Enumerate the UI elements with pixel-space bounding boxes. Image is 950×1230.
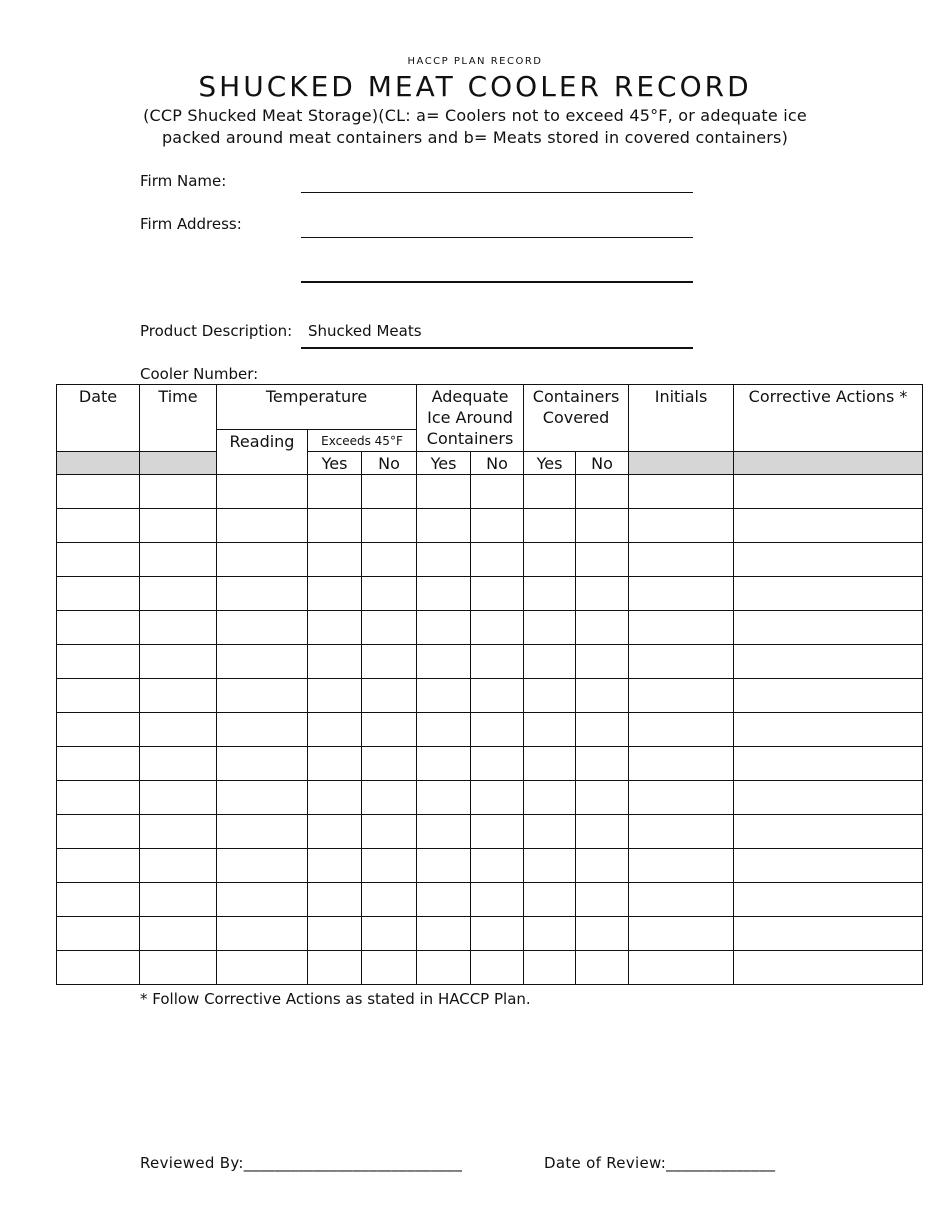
initials-cell[interactable] (629, 509, 734, 543)
corrective-actions-cell[interactable] (734, 475, 923, 509)
initials-cell[interactable] (629, 849, 734, 883)
ice-no-header: No (471, 452, 524, 475)
ice-yes-cell[interactable] (417, 815, 471, 849)
exceeds-no-cell[interactable] (362, 781, 417, 815)
temperature-header: Temperature (217, 385, 417, 430)
corrective-actions-header: Corrective Actions * (734, 385, 923, 452)
form-subtitle-line1: (CCP Shucked Meat Storage)(CL: a= Coolers not to exceed 45°F, or adequate ice (143, 106, 807, 125)
covered-yes-cell[interactable] (524, 781, 576, 815)
initials-cell[interactable] (629, 781, 734, 815)
date-cell[interactable] (57, 849, 140, 883)
covered-no-cell[interactable] (576, 747, 629, 781)
corrective-actions-cell[interactable] (734, 951, 923, 985)
covered-no-cell[interactable] (576, 849, 629, 883)
exceeds-no-cell[interactable] (362, 577, 417, 611)
ice-no-cell[interactable] (471, 611, 524, 645)
adequate-ice-header-line1: Adequate (431, 387, 509, 406)
ice-no-cell[interactable] (471, 645, 524, 679)
corrective-actions-cell[interactable] (734, 815, 923, 849)
initials-cell[interactable] (629, 883, 734, 917)
ice-yes-cell[interactable] (417, 645, 471, 679)
adequate-ice-header-line2: Ice Around (427, 408, 513, 427)
date-cell[interactable] (57, 475, 140, 509)
ice-no-cell[interactable] (471, 917, 524, 951)
table-row (57, 611, 923, 645)
reading-header: Reading (217, 430, 308, 475)
exceeds-no-cell[interactable] (362, 951, 417, 985)
time-cell[interactable] (140, 917, 217, 951)
initials-cell[interactable] (629, 917, 734, 951)
time-cell[interactable] (140, 747, 217, 781)
containers-covered-header-line1: Containers (532, 387, 620, 406)
ice-no-cell[interactable] (471, 781, 524, 815)
corrective-actions-cell[interactable] (734, 849, 923, 883)
form-subtitle-line2: packed around meat containers and b= Meats stored in covered containers) (161, 128, 789, 147)
covered-no-cell[interactable] (576, 577, 629, 611)
initials-cell[interactable] (629, 713, 734, 747)
exceeds-yes-cell[interactable] (308, 645, 362, 679)
covered-no-cell[interactable] (576, 611, 629, 645)
temperature-reading-cell[interactable] (217, 645, 308, 679)
table-row (57, 849, 923, 883)
date-cell[interactable] (57, 679, 140, 713)
corrective-actions-cell[interactable] (734, 781, 923, 815)
temperature-reading-cell[interactable] (217, 611, 308, 645)
temperature-reading-cell[interactable] (217, 747, 308, 781)
time-cell[interactable] (140, 475, 217, 509)
corrective-actions-cell[interactable] (734, 577, 923, 611)
adequate-ice-header-line3: Containers (426, 429, 514, 448)
firm-address-field-line2[interactable] (301, 281, 693, 283)
corrective-actions-cell[interactable] (734, 713, 923, 747)
exceeds-no-cell[interactable] (362, 543, 417, 577)
corrective-actions-cell[interactable] (734, 543, 923, 577)
time-cell[interactable] (140, 577, 217, 611)
table-row (57, 577, 923, 611)
ice-no-cell[interactable] (471, 509, 524, 543)
covered-no-cell[interactable] (576, 475, 629, 509)
exceeds-no-cell[interactable] (362, 713, 417, 747)
table-row (57, 747, 923, 781)
covered-yes-cell[interactable] (524, 815, 576, 849)
firm-address-label: Firm Address: (140, 215, 242, 233)
covered-yes-cell[interactable] (524, 917, 576, 951)
table-row (57, 509, 923, 543)
ice-yes-cell[interactable] (417, 577, 471, 611)
time-cell[interactable] (140, 679, 217, 713)
date-cell[interactable] (57, 917, 140, 951)
exceeds-yes-cell[interactable] (308, 679, 362, 713)
table-row (57, 543, 923, 577)
initials-cell[interactable] (629, 815, 734, 849)
covered-no-cell[interactable] (576, 679, 629, 713)
time-cell[interactable] (140, 815, 217, 849)
exceeds-no-cell[interactable] (362, 747, 417, 781)
ice-yes-header: Yes (417, 452, 471, 475)
date-cell[interactable] (57, 543, 140, 577)
time-cell[interactable] (140, 645, 217, 679)
ice-yes-cell[interactable] (417, 475, 471, 509)
firm-name-field[interactable] (301, 192, 693, 193)
exceeds-no-cell[interactable] (362, 679, 417, 713)
adequate-ice-header (417, 385, 524, 452)
time-shade-cell (140, 452, 217, 475)
exceeds-45f-header: Exceeds 45°F (308, 430, 417, 452)
time-cell[interactable] (140, 883, 217, 917)
ice-yes-cell[interactable] (417, 951, 471, 985)
covered-yes-cell[interactable] (524, 849, 576, 883)
ice-no-cell[interactable] (471, 475, 524, 509)
exceeds-no-cell[interactable] (362, 475, 417, 509)
time-cell[interactable] (140, 611, 217, 645)
table-row (57, 781, 923, 815)
covered-no-cell[interactable] (576, 781, 629, 815)
ice-yes-cell[interactable] (417, 917, 471, 951)
time-cell[interactable] (140, 509, 217, 543)
exceeds-no-cell[interactable] (362, 815, 417, 849)
table-row (57, 713, 923, 747)
covered-yes-cell[interactable] (524, 713, 576, 747)
ice-yes-cell[interactable] (417, 747, 471, 781)
temperature-reading-cell[interactable] (217, 781, 308, 815)
time-cell[interactable] (140, 543, 217, 577)
ice-yes-cell[interactable] (417, 543, 471, 577)
temperature-reading-cell[interactable] (217, 917, 308, 951)
date-cell[interactable] (57, 577, 140, 611)
exceeds-yes-cell[interactable] (308, 509, 362, 543)
ice-yes-cell[interactable] (417, 509, 471, 543)
temperature-reading-cell[interactable] (217, 679, 308, 713)
temperature-reading-cell[interactable] (217, 509, 308, 543)
exceeds-yes-cell[interactable] (308, 747, 362, 781)
exceeds-yes-header: Yes (308, 452, 362, 475)
firm-address-field-line1[interactable] (301, 237, 693, 238)
containers-covered-header-line2: Covered (542, 408, 610, 427)
table-row (57, 883, 923, 917)
ice-yes-cell[interactable] (417, 883, 471, 917)
corrective-actions-cell[interactable] (734, 679, 923, 713)
ice-no-cell[interactable] (471, 713, 524, 747)
corrective-actions-cell[interactable] (734, 747, 923, 781)
temperature-reading-cell[interactable] (217, 883, 308, 917)
initials-cell[interactable] (629, 747, 734, 781)
ice-yes-cell[interactable] (417, 781, 471, 815)
temperature-reading-cell[interactable] (217, 543, 308, 577)
covered-no-header: No (576, 452, 629, 475)
product-description-label: Product Description: (140, 322, 293, 340)
firm-name-label: Firm Name: (140, 172, 227, 190)
footnote: * Follow Corrective Actions as stated in HACCP Plan. (140, 990, 531, 1008)
ice-yes-cell[interactable] (417, 679, 471, 713)
time-cell[interactable] (140, 951, 217, 985)
initials-cell[interactable] (629, 543, 734, 577)
table-row (57, 679, 923, 713)
covered-yes-cell[interactable] (524, 645, 576, 679)
corrective-actions-cell[interactable] (734, 611, 923, 645)
initials-cell[interactable] (629, 611, 734, 645)
exceeds-yes-cell[interactable] (308, 713, 362, 747)
exceeds-yes-cell[interactable] (308, 883, 362, 917)
ice-no-cell[interactable] (471, 815, 524, 849)
corrective-actions-cell[interactable] (734, 917, 923, 951)
exceeds-yes-cell[interactable] (308, 611, 362, 645)
exceeds-yes-cell[interactable] (308, 475, 362, 509)
covered-no-cell[interactable] (576, 883, 629, 917)
ice-no-cell[interactable] (471, 951, 524, 985)
time-cell[interactable] (140, 713, 217, 747)
covered-yes-cell[interactable] (524, 679, 576, 713)
containers-covered-header (524, 385, 629, 452)
temperature-reading-cell[interactable] (217, 475, 308, 509)
product-description-value: Shucked Meats (308, 322, 422, 340)
initials-shade-cell (629, 452, 734, 475)
form-kicker: HACCP PLAN RECORD (407, 56, 543, 67)
temperature-reading-cell[interactable] (217, 713, 308, 747)
time-cell[interactable] (140, 781, 217, 815)
exceeds-no-cell[interactable] (362, 883, 417, 917)
date-shade-cell (57, 452, 140, 475)
ice-no-cell[interactable] (471, 849, 524, 883)
date-cell[interactable] (57, 815, 140, 849)
date-cell[interactable] (57, 713, 140, 747)
covered-no-cell[interactable] (576, 951, 629, 985)
covered-yes-cell[interactable] (524, 611, 576, 645)
exceeds-yes-cell[interactable] (308, 849, 362, 883)
exceeds-no-cell[interactable] (362, 917, 417, 951)
covered-yes-cell[interactable] (524, 509, 576, 543)
temperature-reading-cell[interactable] (217, 951, 308, 985)
covered-no-cell[interactable] (576, 917, 629, 951)
initials-cell[interactable] (629, 475, 734, 509)
exceeds-yes-cell[interactable] (308, 781, 362, 815)
ice-no-cell[interactable] (471, 679, 524, 713)
exceeds-no-cell[interactable] (362, 645, 417, 679)
covered-no-cell[interactable] (576, 815, 629, 849)
ice-yes-cell[interactable] (417, 713, 471, 747)
initials-header: Initials (629, 385, 734, 452)
covered-yes-cell[interactable] (524, 543, 576, 577)
ice-yes-cell[interactable] (417, 611, 471, 645)
date-cell[interactable] (57, 781, 140, 815)
covered-no-cell[interactable] (576, 543, 629, 577)
exceeds-yes-cell[interactable] (308, 577, 362, 611)
covered-no-cell[interactable] (576, 509, 629, 543)
table-row (57, 951, 923, 985)
covered-yes-cell[interactable] (524, 475, 576, 509)
time-cell[interactable] (140, 849, 217, 883)
table-row (57, 917, 923, 951)
covered-yes-cell[interactable] (524, 883, 576, 917)
ice-no-cell[interactable] (471, 747, 524, 781)
table-row (57, 815, 923, 849)
form-title: SHUCKED MEAT COOLER RECORD (198, 70, 752, 103)
cooler-record-table (56, 384, 923, 985)
cooler-number-label: Cooler Number: (140, 365, 259, 383)
corrective-shade-cell (734, 452, 923, 475)
exceeds-no-cell[interactable] (362, 849, 417, 883)
corrective-actions-cell[interactable] (734, 509, 923, 543)
corrective-actions-cell[interactable] (734, 883, 923, 917)
exceeds-yes-cell[interactable] (308, 543, 362, 577)
date-cell[interactable] (57, 509, 140, 543)
initials-cell[interactable] (629, 577, 734, 611)
date-of-review-field[interactable]: Date of Review:______________ (544, 1154, 776, 1172)
ice-no-cell[interactable] (471, 883, 524, 917)
ice-yes-cell[interactable] (417, 849, 471, 883)
initials-cell[interactable] (629, 645, 734, 679)
exceeds-yes-cell[interactable] (308, 917, 362, 951)
corrective-actions-cell[interactable] (734, 645, 923, 679)
covered-no-cell[interactable] (576, 645, 629, 679)
temperature-reading-cell[interactable] (217, 577, 308, 611)
date-header: Date (57, 385, 140, 452)
date-cell[interactable] (57, 645, 140, 679)
time-header: Time (140, 385, 217, 452)
covered-yes-header: Yes (524, 452, 576, 475)
initials-cell[interactable] (629, 679, 734, 713)
date-cell[interactable] (57, 883, 140, 917)
temperature-reading-cell[interactable] (217, 815, 308, 849)
exceeds-no-header: No (362, 452, 417, 475)
exceeds-yes-cell[interactable] (308, 951, 362, 985)
exceeds-no-cell[interactable] (362, 509, 417, 543)
covered-no-cell[interactable] (576, 713, 629, 747)
exceeds-no-cell[interactable] (362, 611, 417, 645)
date-cell[interactable] (57, 747, 140, 781)
reviewed-by-field[interactable]: Reviewed By:____________________________ (140, 1154, 463, 1172)
table-row (57, 645, 923, 679)
date-cell[interactable] (57, 951, 140, 985)
covered-yes-cell[interactable] (524, 577, 576, 611)
temperature-reading-cell[interactable] (217, 849, 308, 883)
covered-yes-cell[interactable] (524, 951, 576, 985)
exceeds-yes-cell[interactable] (308, 815, 362, 849)
covered-yes-cell[interactable] (524, 747, 576, 781)
ice-no-cell[interactable] (471, 543, 524, 577)
ice-no-cell[interactable] (471, 577, 524, 611)
table-row (57, 475, 923, 509)
initials-cell[interactable] (629, 951, 734, 985)
product-description-field[interactable] (301, 347, 693, 349)
date-cell[interactable] (57, 611, 140, 645)
